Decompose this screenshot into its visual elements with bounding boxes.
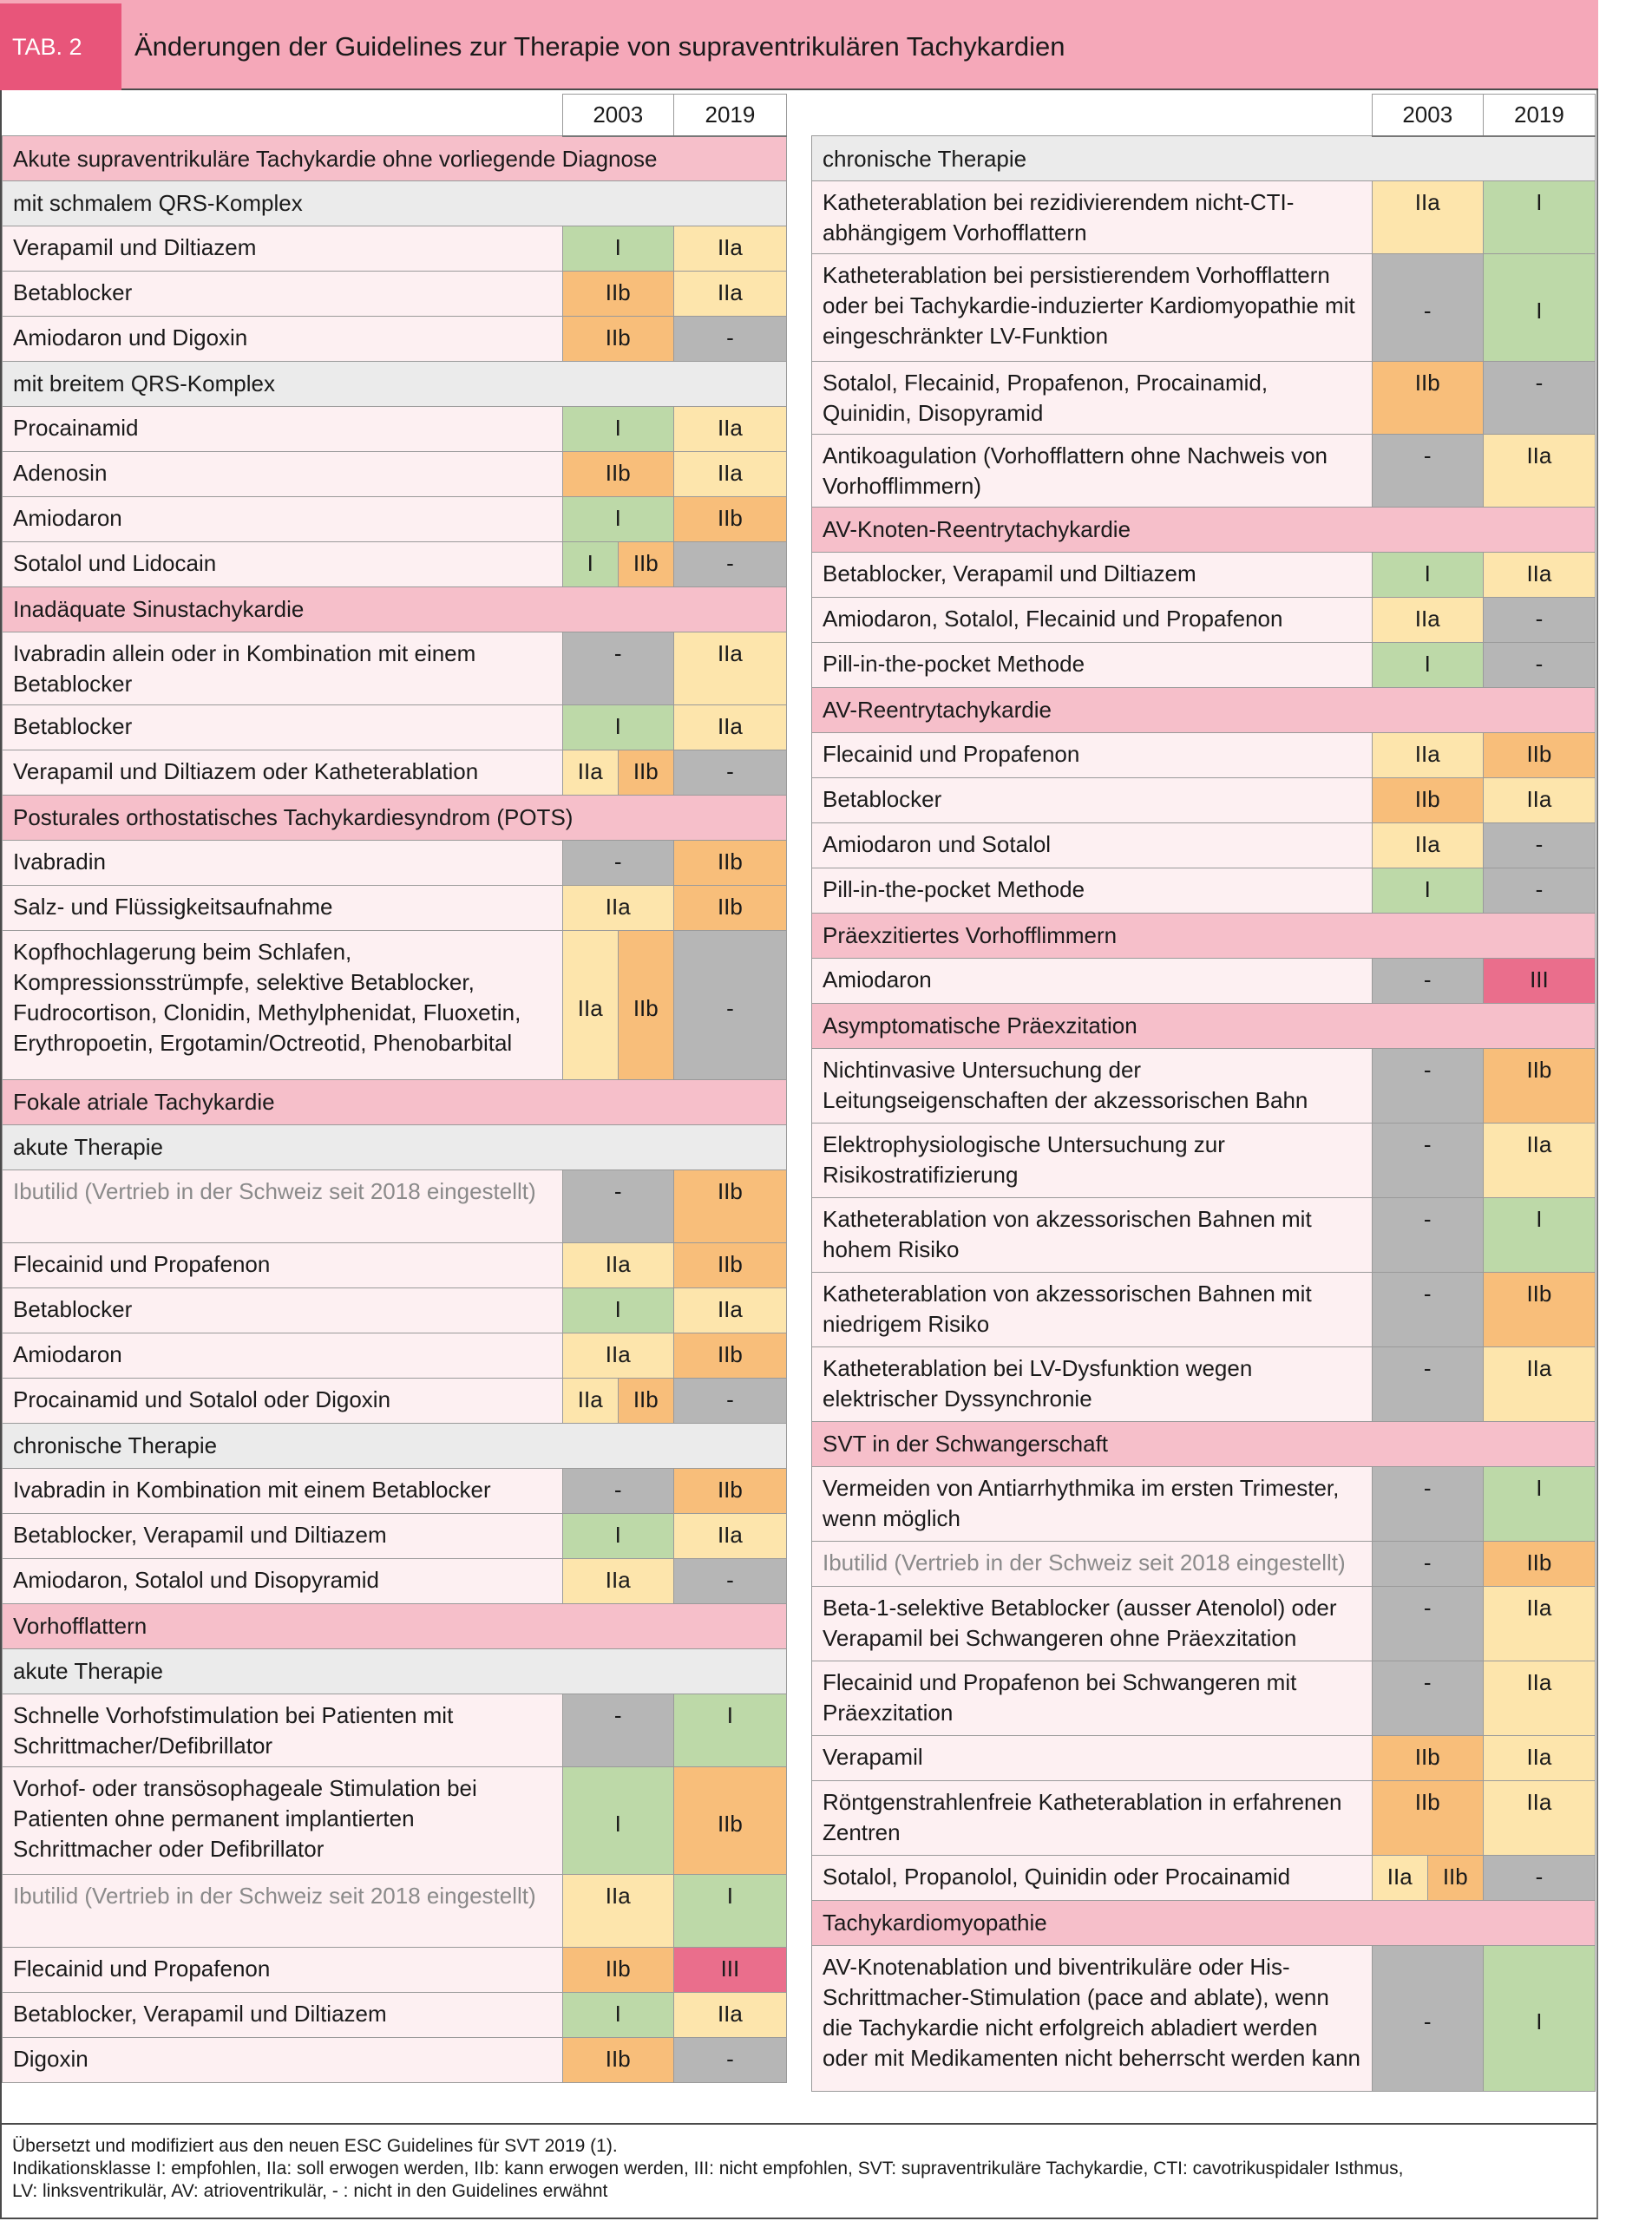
class-2019-cell: I — [1483, 1198, 1595, 1273]
therapy-label: Katheterablation von akzessorischen Bahnen mit hohem Risiko — [812, 1198, 1373, 1273]
class-2003-cell: - — [1372, 1049, 1483, 1124]
class-2003-cell: - — [1372, 435, 1483, 508]
class-2003-cell: IIb — [1372, 362, 1483, 435]
table-row — [812, 435, 1596, 508]
class-2003-cell: I — [1372, 643, 1483, 688]
section-row — [812, 688, 1596, 733]
therapy-label: Adenosin — [3, 452, 563, 497]
class-2003-cell: IIb — [618, 1379, 673, 1424]
class-2003-cell: IIa — [1372, 823, 1483, 868]
class-2003-cell: - — [1372, 1587, 1483, 1661]
section-title: Präexzitiertes Vorhofflimmern — [812, 914, 1596, 959]
class-2019-cell: - — [673, 1379, 786, 1424]
class-2003-cell: IIb — [618, 750, 673, 796]
class-2019-cell: - — [1483, 598, 1595, 643]
class-2003-cell: I — [562, 542, 618, 587]
class-2003-cell: I — [1372, 868, 1483, 914]
table-row — [3, 1333, 787, 1379]
therapy-label: Betablocker — [812, 778, 1373, 823]
right-column — [811, 94, 1596, 2092]
class-2003-cell: IIb — [1427, 1856, 1483, 1901]
therapy-label: Amiodaron — [812, 959, 1373, 1004]
table-row — [812, 1587, 1596, 1661]
right-table — [811, 94, 1596, 2092]
therapy-label: Ibutilid (Vertrieb in der Schweiz seit 2018 eingestellt) — [812, 1542, 1373, 1587]
therapy-label: Ibutilid (Vertrieb in der Schweiz seit 2018 eingestellt) — [3, 1170, 563, 1243]
class-2019-cell: IIb — [1483, 733, 1595, 778]
class-2019-cell: IIb — [673, 1767, 786, 1875]
table-row — [3, 1514, 787, 1559]
section-row — [3, 587, 787, 632]
class-2003-cell: - — [1372, 1273, 1483, 1347]
table-row — [3, 1379, 787, 1424]
table-row — [812, 598, 1596, 643]
therapy-label: Katheterablation von akzessorischen Bahnen mit niedrigem Risiko — [812, 1273, 1373, 1347]
table-row — [812, 1467, 1596, 1542]
class-2019-cell: IIb — [673, 886, 786, 931]
section-row — [812, 1422, 1596, 1467]
class-2003-cell: I — [562, 497, 673, 542]
table-row — [3, 841, 787, 886]
class-2003-cell: - — [562, 632, 673, 705]
therapy-label: Salz- und Flüssigkeitsaufnahme — [3, 886, 563, 931]
class-2003-cell: - — [1372, 959, 1483, 1004]
class-2019-cell: IIa — [673, 1514, 786, 1559]
table-row — [3, 1243, 787, 1288]
class-2003-cell: IIa — [562, 1243, 673, 1288]
table-row — [812, 1856, 1596, 1901]
table-row — [812, 181, 1596, 254]
subsection-row — [3, 1649, 787, 1694]
subsection-title: akute Therapie — [3, 1649, 787, 1694]
therapy-label: Betablocker — [3, 705, 563, 750]
table-row — [3, 497, 787, 542]
section-title: Tachykardiomyopathie — [812, 1901, 1596, 1946]
table-row — [812, 1736, 1596, 1781]
class-2019-cell: IIa — [673, 272, 786, 317]
column-header-row — [3, 95, 787, 136]
therapy-label: Elektrophysiologische Untersuchung zur Risikostratifizierung — [812, 1124, 1373, 1198]
table-row — [3, 2038, 787, 2083]
class-2019-cell: IIa — [673, 407, 786, 452]
section-title: Vorhofflattern — [3, 1604, 787, 1649]
column-header-2019: 2019 — [1483, 95, 1595, 136]
therapy-label: Pill-in-the-pocket Methode — [812, 643, 1373, 688]
therapy-label: Verapamil — [812, 1736, 1373, 1781]
class-2003-cell: - — [1372, 1347, 1483, 1422]
footnote-legend: Indikationsklasse I: empfohlen, IIa: soll erwogen werden, IIb: kann erwogen werden, III: nicht empfohlen, SVT: supraventrikuläre Tachykardie, CTI: cavotrikuspidaler Isthmus, — [12, 2159, 1404, 2178]
class-2019-cell: IIb — [673, 841, 786, 886]
subsection-title: mit breitem QRS-Komplex — [3, 362, 787, 407]
class-2003-cell: - — [562, 841, 673, 886]
class-2003-cell: IIb — [1372, 1781, 1483, 1856]
class-2019-cell: IIa — [673, 632, 786, 705]
class-2003-cell: - — [1372, 1946, 1483, 2092]
class-2003-cell: - — [1372, 1198, 1483, 1273]
table-row — [3, 1559, 787, 1604]
table-row — [812, 643, 1596, 688]
table-row — [3, 452, 787, 497]
section-title: Posturales orthostatisches Tachykardiesyndrom (POTS) — [3, 796, 787, 841]
subsection-row — [3, 181, 787, 226]
class-2003-cell: I — [562, 407, 673, 452]
class-2003-cell: IIb — [562, 1948, 673, 1993]
section-title: SVT in der Schwangerschaft — [812, 1422, 1596, 1467]
class-2003-cell: I — [1372, 553, 1483, 598]
class-2003-cell: IIb — [1372, 778, 1483, 823]
therapy-label: Amiodaron und Digoxin — [3, 317, 563, 362]
therapy-label: Amiodaron und Sotalol — [812, 823, 1373, 868]
class-2019-cell: IIb — [673, 1243, 786, 1288]
therapy-label: AV-Knotenablation und biventrikuläre oder His-Schrittmacher-Stimulation (pace and ablate), wenn die Tachykardie nicht erfolgreich abladiert werden oder mit Medikamenten nicht beherrscht werden kann — [812, 1946, 1373, 2092]
column-header-2019: 2019 — [673, 95, 786, 136]
class-2019-cell: IIa — [673, 452, 786, 497]
table-row — [812, 1661, 1596, 1736]
table-row — [3, 1948, 787, 1993]
section-title: AV-Reentrytachykardie — [812, 688, 1596, 733]
table-row — [812, 959, 1596, 1004]
subsection-title: chronische Therapie — [3, 1424, 787, 1469]
table-row — [3, 750, 787, 796]
therapy-label: Betablocker, Verapamil und Diltiazem — [3, 1993, 563, 2038]
section-row — [812, 508, 1596, 553]
class-2003-cell: I — [562, 1993, 673, 2038]
class-2003-cell: IIb — [562, 2038, 673, 2083]
table-row — [812, 1542, 1596, 1587]
section-row — [3, 1604, 787, 1649]
therapy-label: Verapamil und Diltiazem oder Katheterablation — [3, 750, 563, 796]
section-row — [3, 136, 787, 181]
class-2003-cell: IIa — [562, 750, 618, 796]
column-header-blank — [3, 95, 563, 136]
class-2003-cell: - — [1372, 1124, 1483, 1198]
class-2003-cell: IIa — [1372, 733, 1483, 778]
section-title: Fokale atriale Tachykardie — [3, 1080, 787, 1125]
class-2019-cell: IIa — [1483, 435, 1595, 508]
therapy-label: Betablocker, Verapamil und Diltiazem — [812, 553, 1373, 598]
class-2019-cell: - — [1483, 1856, 1595, 1901]
table-row — [812, 733, 1596, 778]
subsection-title: akute Therapie — [3, 1125, 787, 1170]
class-2019-cell: - — [673, 931, 786, 1080]
class-2019-cell: - — [1483, 362, 1595, 435]
table-row — [3, 1170, 787, 1243]
therapy-label: Schnelle Vorhofstimulation bei Patienten mit Schrittmacher/Defibrillator — [3, 1694, 563, 1767]
class-2019-cell: - — [1483, 868, 1595, 914]
class-2003-cell: IIb — [562, 452, 673, 497]
footnote — [2, 2123, 1596, 2203]
therapy-label: Katheterablation bei persistierendem Vorhofflattern oder bei Tachykardie-induzierter Kardiomyopathie mit eingeschränkter LV-Funktion — [812, 254, 1373, 362]
class-2019-cell: IIa — [673, 1993, 786, 2038]
class-2003-cell: - — [1372, 254, 1483, 362]
section-title: Asymptomatische Präexzitation — [812, 1004, 1596, 1049]
class-2019-cell: IIb — [673, 497, 786, 542]
tab-label: TAB. 2 — [0, 3, 121, 90]
class-2003-cell: IIa — [562, 1559, 673, 1604]
therapy-label: Antikoagulation (Vorhofflattern ohne Nachweis von Vorhofflimmern) — [812, 435, 1373, 508]
class-2019-cell: IIa — [1483, 1587, 1595, 1661]
class-2003-cell: I — [562, 705, 673, 750]
therapy-label: Katheterablation bei LV-Dysfunktion wegen elektrischer Dyssynchronie — [812, 1347, 1373, 1422]
class-2019-cell: - — [673, 1559, 786, 1604]
therapy-label: Ivabradin — [3, 841, 563, 886]
footnote-source: Übersetzt und modifiziert aus den neuen ESC Guidelines für SVT 2019 (1). — [12, 2136, 618, 2156]
class-2003-cell: IIb — [562, 317, 673, 362]
table-row — [812, 553, 1596, 598]
class-2019-cell: I — [673, 1694, 786, 1767]
table-row — [3, 272, 787, 317]
class-2019-cell: - — [673, 2038, 786, 2083]
class-2019-cell: IIa — [1483, 1347, 1595, 1422]
therapy-label: Flecainid und Propafenon — [3, 1948, 563, 1993]
therapy-label: Betablocker — [3, 272, 563, 317]
table-row — [3, 1288, 787, 1333]
table-row — [812, 1198, 1596, 1273]
class-2019-cell: I — [673, 1875, 786, 1948]
class-2003-cell: IIb — [618, 542, 673, 587]
table-row — [3, 1767, 787, 1875]
class-2019-cell: I — [1483, 1467, 1595, 1542]
left-table — [2, 94, 787, 2083]
therapy-label: Amiodaron — [3, 1333, 563, 1379]
section-title: Inadäquate Sinustachykardie — [3, 587, 787, 632]
column-header-2003: 2003 — [1372, 95, 1483, 136]
class-2019-cell: - — [1483, 823, 1595, 868]
class-2019-cell: IIa — [1483, 1661, 1595, 1736]
class-2019-cell: - — [1483, 643, 1595, 688]
table-row — [3, 542, 787, 587]
table-row — [3, 1875, 787, 1948]
table-row — [812, 1946, 1596, 2092]
class-2019-cell: IIa — [1483, 553, 1595, 598]
section-row — [812, 914, 1596, 959]
table-row — [3, 1993, 787, 2038]
therapy-label: Verapamil und Diltiazem — [3, 226, 563, 272]
therapy-label: Betablocker — [3, 1288, 563, 1333]
subsection-row — [3, 362, 787, 407]
table-row — [3, 1469, 787, 1514]
class-2019-cell: I — [1483, 1946, 1595, 2092]
section-row — [3, 1080, 787, 1125]
class-2019-cell: IIb — [673, 1469, 786, 1514]
therapy-label: Procainamid — [3, 407, 563, 452]
table-row — [812, 778, 1596, 823]
class-2003-cell: - — [562, 1170, 673, 1243]
therapy-label: Flecainid und Propafenon — [812, 733, 1373, 778]
table-row — [812, 254, 1596, 362]
table-header — [0, 0, 1598, 90]
class-2003-cell: IIb — [618, 931, 673, 1080]
class-2003-cell: IIa — [1372, 598, 1483, 643]
therapy-label: Amiodaron, Sotalol und Disopyramid — [3, 1559, 563, 1604]
class-2003-cell: IIb — [1372, 1736, 1483, 1781]
table-row — [3, 705, 787, 750]
class-2019-cell: - — [673, 542, 786, 587]
therapy-label: Nichtinvasive Untersuchung der Leitungseigenschaften der akzessorischen Bahn — [812, 1049, 1373, 1124]
column-header-2003: 2003 — [562, 95, 673, 136]
class-2003-cell: - — [1372, 1467, 1483, 1542]
column-header-row — [812, 95, 1596, 136]
section-row — [812, 1901, 1596, 1946]
class-2003-cell: IIa — [1372, 181, 1483, 254]
table-row — [3, 226, 787, 272]
therapy-label: Amiodaron, Sotalol, Flecainid und Propafenon — [812, 598, 1373, 643]
table-row — [3, 931, 787, 1080]
class-2019-cell: III — [673, 1948, 786, 1993]
footnote-legend-cont: LV: linksventrikulär, AV: atrioventrikulär, - : nicht in den Guidelines erwähnt — [12, 2181, 608, 2201]
subsection-row — [3, 1125, 787, 1170]
subsection-title: chronische Therapie — [812, 136, 1596, 181]
therapy-label: Beta-1-selektive Betablocker (ausser Atenolol) oder Verapamil bei Schwangeren ohne Präexzitation — [812, 1587, 1373, 1661]
class-2003-cell: I — [562, 226, 673, 272]
section-row — [812, 1004, 1596, 1049]
class-2019-cell: IIb — [673, 1170, 786, 1243]
table-row — [3, 886, 787, 931]
class-2019-cell: IIb — [673, 1333, 786, 1379]
class-2003-cell: IIa — [562, 1333, 673, 1379]
table-row — [812, 1273, 1596, 1347]
table-row — [3, 1694, 787, 1767]
class-2003-cell: IIa — [562, 886, 673, 931]
section-title: AV-Knoten-Reentrytachykardie — [812, 508, 1596, 553]
therapy-label: Kopfhochlagerung beim Schlafen, Kompressionsstrümpfe, selektive Betablocker, Fudrocortison, Clonidin, Methylphenidat, Fluoxetin, Erythropoetin, Ergotamin/Octreotid, Phenobarbital — [3, 931, 563, 1080]
table-title: Änderungen der Guidelines zur Therapie von supraventrikulären Tachykardien — [134, 31, 1065, 62]
table-row — [3, 407, 787, 452]
class-2003-cell: - — [1372, 1661, 1483, 1736]
therapy-label: Amiodaron — [3, 497, 563, 542]
class-2003-cell: - — [562, 1469, 673, 1514]
class-2003-cell: I — [562, 1514, 673, 1559]
subsection-title: mit schmalem QRS-Komplex — [3, 181, 787, 226]
class-2019-cell: IIa — [673, 1288, 786, 1333]
column-header-blank — [812, 95, 1373, 136]
therapy-label: Sotalol und Lidocain — [3, 542, 563, 587]
table-row — [812, 362, 1596, 435]
therapy-label: Digoxin — [3, 2038, 563, 2083]
therapy-label: Pill-in-the-pocket Methode — [812, 868, 1373, 914]
class-2019-cell: IIb — [1483, 1542, 1595, 1587]
therapy-label: Vermeiden von Antiarrhythmika im ersten Trimester, wenn möglich — [812, 1467, 1373, 1542]
class-2019-cell: IIa — [673, 226, 786, 272]
therapy-label: Sotalol, Flecainid, Propafenon, Procainamid, Quinidin, Disopyramid — [812, 362, 1373, 435]
table-row — [812, 1124, 1596, 1198]
class-2019-cell: IIb — [1483, 1273, 1595, 1347]
therapy-label: Katheterablation bei rezidivierendem nicht-CTI-abhängigem Vorhofflattern — [812, 181, 1373, 254]
subsection-row — [3, 1424, 787, 1469]
therapy-label: Röntgenstrahlenfreie Katheterablation in erfahrenen Zentren — [812, 1781, 1373, 1856]
therapy-label: Sotalol, Propanolol, Quinidin oder Procainamid — [812, 1856, 1373, 1901]
section-title: Akute supraventrikuläre Tachykardie ohne vorliegende Diagnose — [3, 136, 787, 181]
class-2019-cell: IIa — [673, 705, 786, 750]
table-row — [812, 868, 1596, 914]
class-2003-cell: IIa — [562, 1379, 618, 1424]
therapy-label: Ivabradin allein oder in Kombination mit einem Betablocker — [3, 632, 563, 705]
class-2019-cell: IIb — [1483, 1049, 1595, 1124]
table-row — [3, 632, 787, 705]
class-2019-cell: IIa — [1483, 1736, 1595, 1781]
table-row — [812, 1049, 1596, 1124]
table-row — [3, 317, 787, 362]
table-row — [812, 823, 1596, 868]
therapy-label: Betablocker, Verapamil und Diltiazem — [3, 1514, 563, 1559]
therapy-label: Ibutilid (Vertrieb in der Schweiz seit 2018 eingestellt) — [3, 1875, 563, 1948]
table-row — [812, 1347, 1596, 1422]
class-2003-cell: - — [1372, 1542, 1483, 1587]
class-2003-cell: IIb — [562, 272, 673, 317]
class-2019-cell: I — [1483, 181, 1595, 254]
section-row — [3, 796, 787, 841]
table-row — [812, 1781, 1596, 1856]
therapy-label: Vorhof- oder transösophageale Stimulation bei Patienten ohne permanent implantierten Schrittmacher oder Defibrillator — [3, 1767, 563, 1875]
class-2019-cell: - — [673, 317, 786, 362]
therapy-label: Flecainid und Propafenon — [3, 1243, 563, 1288]
class-2003-cell: IIa — [562, 1875, 673, 1948]
left-column — [2, 94, 787, 2083]
class-2019-cell: IIa — [1483, 1781, 1595, 1856]
therapy-label: Ivabradin in Kombination mit einem Betablocker — [3, 1469, 563, 1514]
class-2003-cell: I — [562, 1767, 673, 1875]
class-2003-cell: IIa — [562, 931, 618, 1080]
class-2003-cell: IIa — [1372, 1856, 1427, 1901]
therapy-label: Flecainid und Propafenon bei Schwangeren mit Präexzitation — [812, 1661, 1373, 1736]
class-2019-cell: IIa — [1483, 1124, 1595, 1198]
class-2019-cell: IIa — [1483, 778, 1595, 823]
class-2003-cell: I — [562, 1288, 673, 1333]
class-2019-cell: III — [1483, 959, 1595, 1004]
class-2019-cell: I — [1483, 254, 1595, 362]
class-2019-cell: - — [673, 750, 786, 796]
subsection-row — [812, 136, 1596, 181]
class-2003-cell: - — [562, 1694, 673, 1767]
therapy-label: Procainamid und Sotalol oder Digoxin — [3, 1379, 563, 1424]
